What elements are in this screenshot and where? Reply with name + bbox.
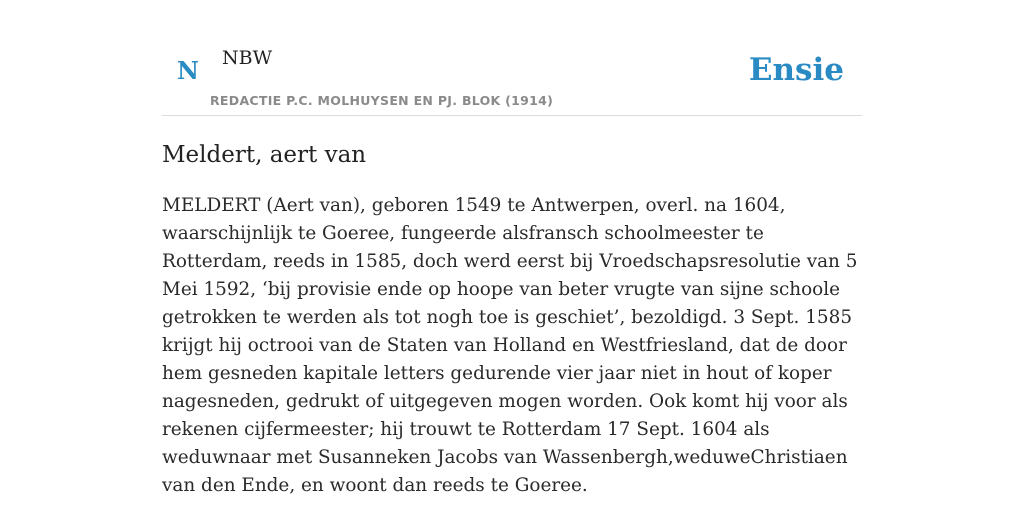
article-body: MELDERT (Aert van), geboren 1549 te Antwerpen, overl. na 1604, waarschijnlijk te Goeree, fungeerde alsfransch schoolmeester te Rotterdam, reeds in 1585, doch werd eerst bij Vroedschapsresolutie van 5 Mei 1592, ‘bij provisie ende op hoope van beter vrugte van sijne schoole getrokken te werden als tot nogh toe is geschiet’, bezoldigd. 3 Sept. 1585 krijgt hij octrooi van de Staten van Holland en Westfriesland, dat de door hem gesneden kapitale letters gedurende vier jaar niet in hout of koper nagesneden, gedrukt of uitgegeven mogen worden. Ook komt hij voor als rekenen cijfermeester; hij trouwt te Rotterdam 17 Sept. 1604 als weduwnaar met Susanneken Jacobs van Wassenbergh,weduweChristiaen van den Ende, en woont dan reeds te Goeree. [162, 195, 858, 496]
source-header [162, 40, 862, 116]
brand-logo[interactable]: Ensie [748, 52, 844, 88]
article-title: Meldert, aert van [162, 142, 367, 168]
source-logo[interactable]: N [177, 56, 199, 85]
source-editors: REDACTIE P.C. MOLHUYSEN EN PJ. BLOK (1914) [210, 93, 554, 108]
source-name[interactable]: NBW [222, 47, 273, 69]
